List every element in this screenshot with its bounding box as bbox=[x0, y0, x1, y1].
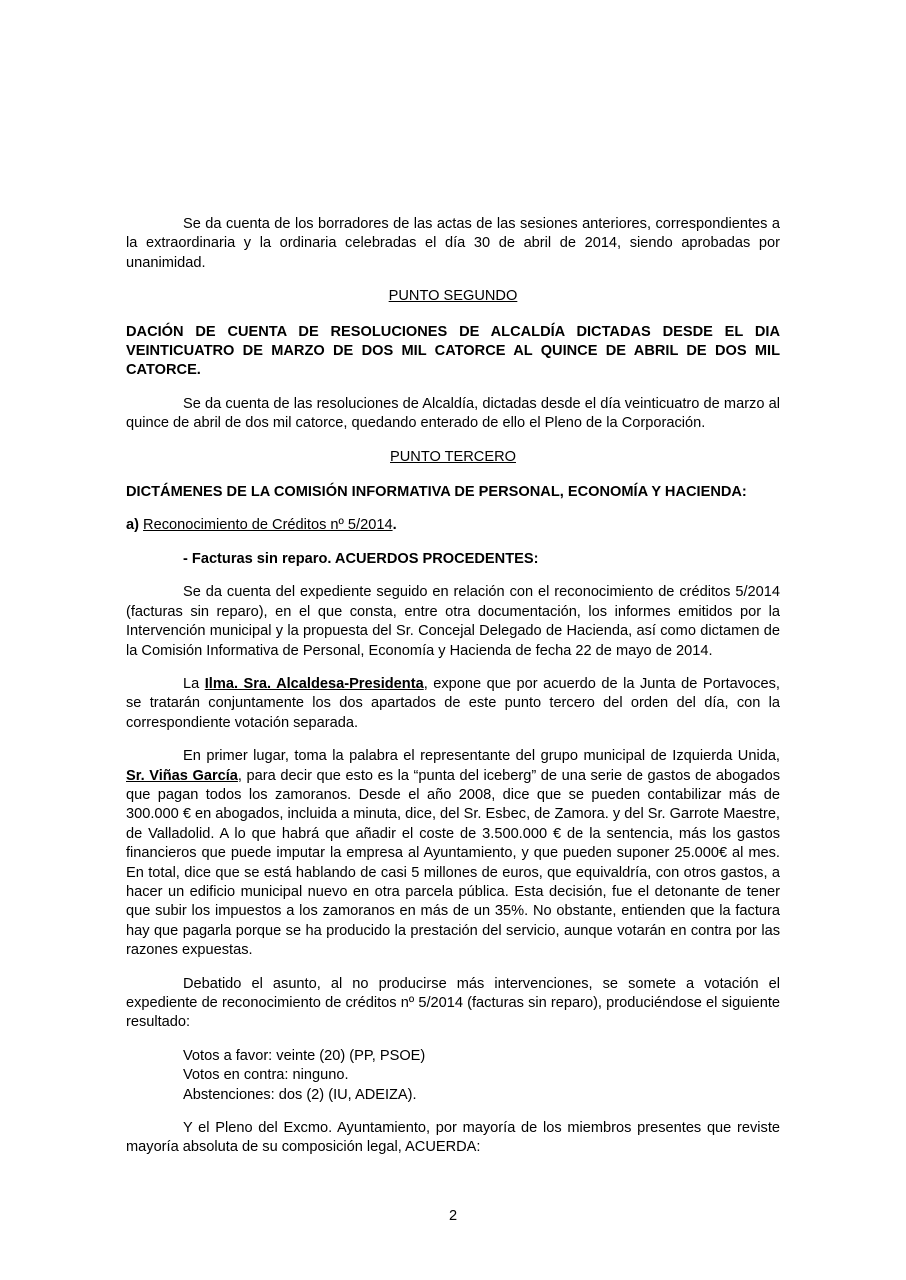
speaker-vinas-garcia: Sr. Viñas García bbox=[126, 767, 238, 784]
paragraph-body-4: Debatido el asunto, al no producirse más intervenciones, se somete a votación el expediente de reconocimiento de créditos nº 5/2014 (facturas sin reparo), produciéndose el siguiente resultado: bbox=[126, 975, 780, 1031]
item-a bbox=[126, 516, 780, 535]
item-a-text: Reconocimiento de Créditos nº 5/2014 bbox=[143, 517, 393, 534]
heading-punto-tercero: PUNTO TERCERO bbox=[390, 448, 516, 465]
paragraph-body-2 bbox=[126, 675, 780, 733]
punto-tercero-title: DICTÁMENES DE LA COMISIÓN INFORMATIVA DE PERSONAL, ECONOMÍA Y HACIENDA: bbox=[126, 484, 747, 501]
document-body bbox=[126, 215, 780, 1158]
votes-in-favor: Votos a favor: veinte (20) (PP, PSOE) bbox=[183, 1047, 426, 1064]
body-3-pre: En primer lugar, toma la palabra el representante del grupo municipal de Izquierda Unida, bbox=[183, 748, 780, 765]
speaker-alcaldesa: Ilma. Sra. Alcaldesa-Presidenta bbox=[204, 675, 424, 692]
vote-results bbox=[126, 1047, 780, 1105]
item-b: - Facturas sin reparo. ACUERDOS PROCEDENTES: bbox=[183, 550, 539, 567]
paragraph-body-5: Y el Pleno del Excmo. Ayuntamiento, por mayoría de los miembros presentes que reviste mayoría absoluta de su composición legal, ACUERDA: bbox=[126, 1120, 780, 1156]
paragraph-intro: Se da cuenta de los borradores de las actas de las sesiones anteriores, correspondientes a la extraordinaria y la ordinaria celebradas el día 30 de abril de 2014, siendo aprobadas por unanimidad. bbox=[126, 216, 780, 271]
item-a-label: a) bbox=[126, 517, 139, 534]
body-3-post: , para decir que esto es la “punta del iceberg” de una serie de gastos de abogados que pagan todos los zamoranos. Desde el año 2008, dice que se pueden contabilizar más de 300.000 € en abogados, incluida a minuta, dice, del Sr. Esbec, de Zamora. y del Sr. Garrote Maestre, de Valladolid. A lo que habrá que añadir el coste de 3.500.000 € de la sentencia, más los gastos financieros que puede imputar la empresa al Ayuntamiento, y que pueden suponer 25.000€ al mes. En total, dice que se está hablando de casi 5 millones de euros, que equivaldría, con otros gastos, a hacer un edificio municipal nuevo en otra parcela pública. Esta decisión, fue el detonante de tener que subir los impuestos a los zamoranos en más de un 35%. No obstante, entienden que la factura hay que pagarla porque se ha producido la prestación del servicio, aunque votarán en contra por las razones expuestas. bbox=[126, 767, 780, 959]
body-2-post: , expone que por acuerdo de la Junta de Portavoces, se tratarán conjuntamente los dos apartados de este punto tercero del orden del día, con la correspondiente votación separada. bbox=[126, 675, 780, 731]
votes-abstentions: Abstenciones: dos (2) (IU, ADEIZA). bbox=[183, 1086, 417, 1103]
paragraph-body-1: Se da cuenta del expediente seguido en relación con el reconocimiento de créditos 5/2014 (facturas sin reparo), en el que consta, entre otra documentación, los informes emitidos por la Intervención municipal y la propuesta del Sr. Concejal Delegado de Hacienda, así como dictamen de la Comisión Informativa de Personal, Economía y Hacienda de fecha 22 de mayo de 2014. bbox=[126, 584, 780, 659]
votes-against: Votos en contra: ninguno. bbox=[183, 1067, 349, 1084]
paragraph-body-3 bbox=[126, 747, 780, 960]
body-2-pre: La bbox=[183, 675, 205, 692]
punto-segundo-title: DACIÓN DE CUENTA DE RESOLUCIONES DE ALCALDÍA DICTADAS DESDE EL DIA VEINTICUATRO DE MARZO DE DOS MIL CATORCE AL QUINCE DE ABRIL DE DOS MIL CATORCE. bbox=[126, 323, 780, 379]
punto-segundo-body: Se da cuenta de las resoluciones de Alcaldía, dictadas desde el día veinticuatro de marzo al quince de abril de dos mil catorce, quedando enterado de ello el Pleno de la Corporación. bbox=[126, 395, 780, 432]
item-a-period: . bbox=[392, 517, 397, 534]
page-number: 2 bbox=[448, 1208, 458, 1224]
heading-punto-segundo: PUNTO SEGUNDO bbox=[388, 288, 518, 305]
